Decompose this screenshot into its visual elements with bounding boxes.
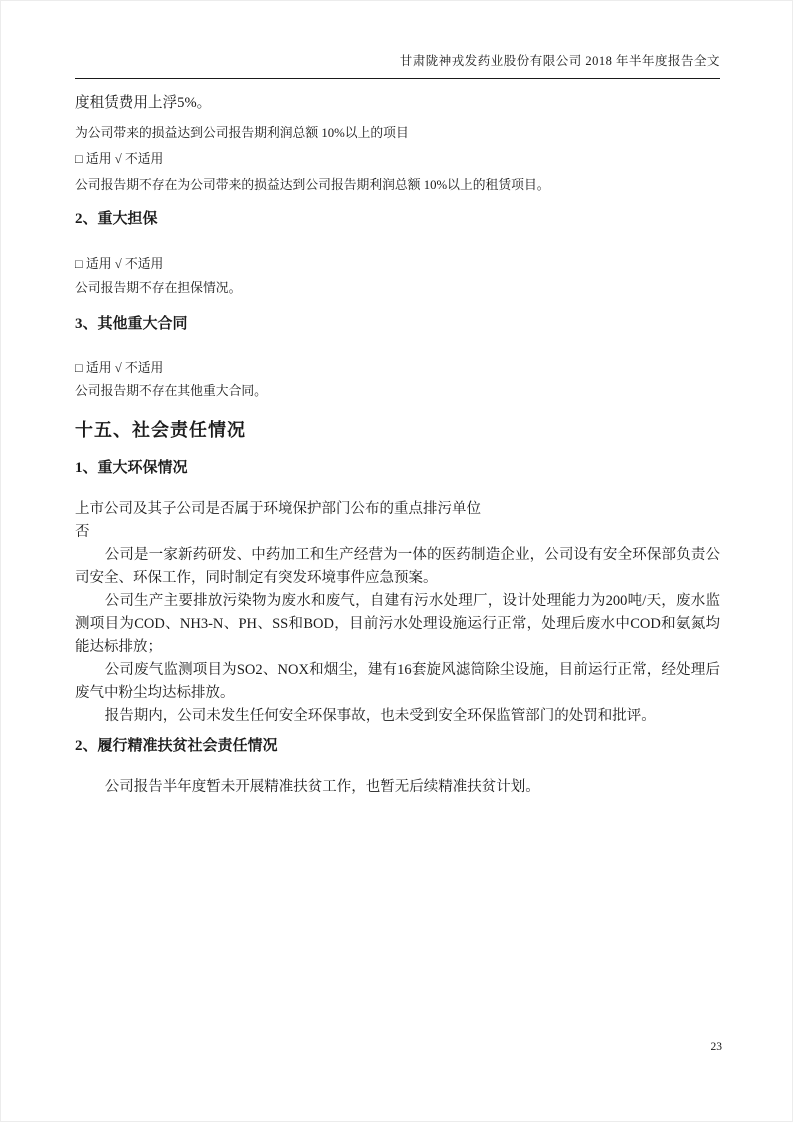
lease-applicability-line: □ 适用 √ 不适用 <box>75 152 164 166</box>
environmental-question: 上市公司及其子公司是否属于环境保护部门公布的重点排污单位 <box>75 501 481 517</box>
poverty-heading: 2、履行精准扶贫社会责任情况 <box>75 738 278 754</box>
environmental-answer: 否 <box>75 524 90 540</box>
opening-line: 度租赁费用上浮5%。 <box>75 95 212 111</box>
poverty-paragraph: 公司报告半年度暂未开展精准扶贫工作，也暂无后续精准扶贫计划。 <box>104 779 540 795</box>
social-responsibility-heading: 十五、社会责任情况 <box>75 420 246 440</box>
lease-note: 公司报告期不存在为公司带来的损益达到公司报告期利润总额 10%以上的租赁项目。 <box>75 178 550 192</box>
document-header-title: 甘肃陇神戎发药业股份有限公司 2018 年半年度报告全文 <box>399 54 720 68</box>
header-rule <box>75 78 720 79</box>
other-contracts-note: 公司报告期不存在其他重大合同。 <box>75 384 267 398</box>
environmental-paragraph: 报告期内，公司未发生任何安全环保事故，也未受到安全环保监管部门的处罚和批评。 <box>104 708 656 724</box>
guarantee-note: 公司报告期不存在担保情况。 <box>75 281 242 295</box>
lease-criterion: 为公司带来的损益达到公司报告期利润总额 10%以上的项目 <box>75 126 409 140</box>
subsection-environmental <box>75 458 720 728</box>
section-social-responsibility <box>75 417 720 798</box>
environmental-text-block <box>75 498 720 728</box>
environmental-paragraph: 公司是一家新药研发、中药加工和生产经营为一体的医药制造企业，公司设有安全环保部负责公司安全、环保工作，同时制定有突发环境事件应急预案。 <box>75 547 720 586</box>
section-other-contracts <box>75 314 720 400</box>
guarantee-applicability-line: □ 适用 √ 不适用 <box>75 257 164 271</box>
subsection-poverty-alleviation <box>75 736 720 798</box>
page-number: 23 <box>710 1041 722 1053</box>
section-lease-items <box>75 125 720 194</box>
environmental-paragraph: 公司废气监测项目为SO2、NOX和烟尘，建有16套旋风滤筒除尘设施，目前运行正常，经处理后废气中粉尘均达标排放。 <box>75 662 720 701</box>
section-major-guarantee <box>75 209 720 297</box>
page-content <box>75 0 720 798</box>
other-contracts-applicability-line: □ 适用 √ 不适用 <box>75 361 164 375</box>
environmental-paragraph: 公司生产主要排放污染物为废水和废气，自建有污水处理厂，设计处理能力为200吨/天，废水监测项目为COD、NH3-N、PH、SS和BOD，目前污水处理设施运行正常，处理后废水中COD和氨氮均能达标排放； <box>75 593 720 655</box>
other-contracts-heading: 3、其他重大合同 <box>75 316 188 332</box>
guarantee-heading: 2、重大担保 <box>75 211 158 227</box>
environmental-heading: 1、重大环保情况 <box>75 460 188 476</box>
